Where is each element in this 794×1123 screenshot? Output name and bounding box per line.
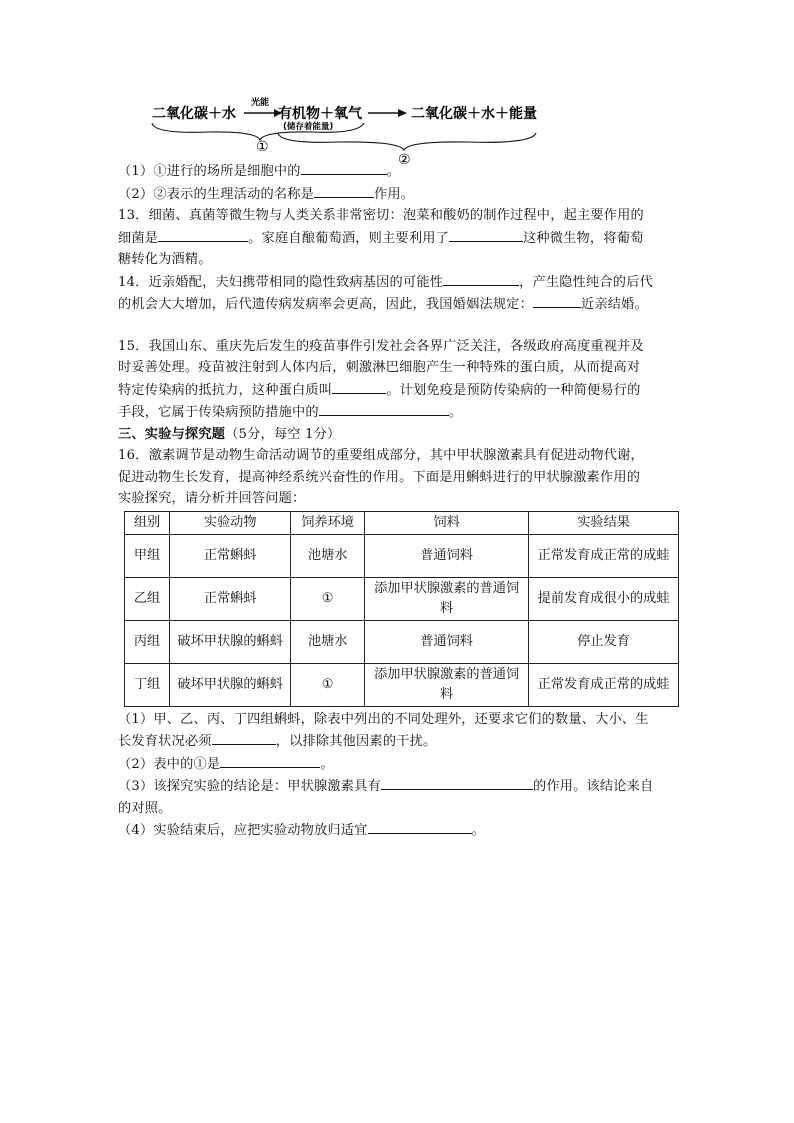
q16-line3: 实验探究，请分析并回答问题： — [118, 491, 306, 506]
q16-sub1-line1: （1）甲、乙、丙、丁四组蝌蚪，除表中列出的不同处理外，还要求它们的数量、大小、生 — [118, 711, 649, 727]
table-cell: 甲组 — [125, 534, 170, 577]
experiment-table — [124, 511, 679, 707]
diagram-left-text: 二氧化碳＋水 — [152, 106, 236, 122]
q16-sub1-b: 长发育状况必须 — [118, 734, 212, 749]
table-cell: 添加甲状腺激素的普通饲料 — [365, 663, 529, 706]
table-cell: 普通饲料 — [365, 620, 529, 663]
q13-blank-1[interactable] — [158, 227, 248, 242]
q16-sub2-b: 。 — [320, 756, 334, 772]
q15-line4 — [118, 401, 678, 424]
table-header-cell: 组别 — [125, 511, 170, 534]
table-cell: 破坏甲状腺的蝌蚪 — [170, 663, 291, 706]
table-header-cell: 实验动物 — [170, 511, 291, 534]
table-cell: 添加甲状腺激素的普通饲料 — [365, 577, 529, 620]
table-cell: 乙组 — [125, 577, 170, 620]
q15-line4-a: 手段，它属于传染病预防措施中的 — [118, 405, 319, 420]
q14-blank-2[interactable] — [533, 293, 581, 308]
section-3-heading — [118, 424, 678, 446]
table-cell: 池塘水 — [291, 620, 365, 663]
q15-line4-b: 。 — [448, 405, 463, 420]
q16-sub4-a: （4）实验结束后，应把实验动物放归适宜 — [118, 823, 368, 838]
q12-sub1-end: 。 — [386, 164, 401, 179]
q16-blank-3[interactable] — [381, 775, 533, 790]
table-header-cell: 饲养环境 — [291, 511, 365, 534]
photosynthesis-respiration-diagram — [118, 88, 678, 168]
q15-line3 — [118, 379, 678, 402]
q15-blank-1[interactable] — [332, 379, 386, 394]
q14-blank-1[interactable] — [443, 271, 519, 286]
table-cell: 破坏甲状腺的蝌蚪 — [170, 620, 291, 663]
diagram-svg — [118, 88, 678, 168]
q16-blank-4[interactable] — [368, 819, 472, 834]
q16-sub3-a: （3）该探究实验的结论是：甲状腺激素具有 — [118, 779, 381, 794]
table-cell: ① — [291, 577, 365, 620]
table-cell: 正常发育成正常的成蛙 — [529, 663, 679, 706]
q13-blank-2[interactable] — [449, 227, 523, 242]
q16-blank-1[interactable] — [212, 730, 276, 745]
table-cell: 正常蝌蚪 — [170, 577, 291, 620]
q14-line1-a: 14．近亲婚配，夫妇携带相同的隐性致病基因的可能性 — [118, 274, 444, 290]
table-cell: 池塘水 — [291, 534, 365, 577]
q16-sub3-line1 — [118, 775, 678, 798]
q12-sub1-text: （1）①进行的场所是细胞中的 — [118, 164, 301, 179]
q16-sub4-b: 。 — [471, 823, 485, 838]
table-cell: 停止发育 — [529, 620, 679, 663]
diagram-middle-note: (储存着能量) — [283, 122, 334, 132]
q12-blank-2[interactable] — [314, 183, 374, 198]
q16-sub2-a: （2）表中的①是 — [118, 756, 221, 772]
q14-line2-b: 近亲结婚。 — [581, 297, 648, 312]
diagram-mark-1: ① — [256, 139, 269, 155]
table-cell: 提前发育成很小的成蛙 — [529, 577, 679, 620]
q14-line1 — [118, 271, 678, 294]
q15-line1: 15．我国山东、重庆先后发生的疫苗事件引发社会各界广泛关注，各级政府高度重视并及 — [118, 338, 644, 354]
table-row — [125, 534, 679, 577]
table-row — [125, 577, 679, 620]
q16-blank-2[interactable] — [220, 753, 320, 768]
q16-line1: 16．激素调节是动物生命活动调节的重要组成部分，其中甲状腺激素具有促进动物代谢， — [118, 448, 644, 463]
diagram-arrow-label: 光能 — [251, 98, 270, 108]
table-row — [125, 620, 679, 663]
diagram-middle-text: 有机物＋氧气 — [278, 106, 362, 122]
q15-line3-b: 。计划免疫是预防传染病的一种简便易行的 — [386, 382, 641, 398]
exam-page — [118, 88, 678, 842]
q15-line3-a: 特定传染病的抵抗力，这种蛋白质叫 — [118, 382, 333, 398]
q13-line2-b: 。家庭自酿葡萄酒，则主要利用了 — [248, 230, 449, 246]
q16-sub3-line2: 的对照。 — [118, 800, 172, 816]
q13-line2-a: 细菌是 — [118, 230, 159, 246]
brace-2 — [278, 133, 536, 150]
section-3-note: （5分，每空 1分） — [225, 426, 341, 442]
q13-line1: 13．细菌、真菌等微生物与人类关系非常密切：泡菜和酸奶的制作过程中，起主要作用的 — [118, 208, 644, 223]
table-header-cell: 实验结果 — [529, 511, 679, 534]
q16-sub1-line2 — [118, 730, 678, 753]
diagram-mark-2: ② — [398, 152, 411, 168]
q15-blank-2[interactable] — [319, 401, 449, 416]
table-cell: 正常发育成正常的成蛙 — [529, 534, 679, 577]
q13-line3: 糖转化为酒精。 — [118, 252, 212, 267]
q14-line2-a: 的机会大大增加，后代遗传病发病率会更高，因此，我国婚姻法规定： — [118, 297, 534, 312]
section-3-title: 三、实验与探究题 — [118, 426, 226, 442]
q15-line2: 时妥善处理。疫苗被注射到人体内后，刺激淋巴细胞产生一种特殊的蛋白质，从而提高对 — [118, 360, 641, 375]
table-header-row — [125, 511, 679, 534]
q16-line2: 促进动物生长发育，提高神经系统兴奋性的作用。下面是用蝌蚪进行的甲状腺激素作用的 — [118, 469, 641, 485]
q12-blank-1[interactable] — [301, 160, 387, 175]
spacer — [118, 316, 678, 336]
q12-sub2-text: （2）②表示的生理活动的名称是 — [118, 186, 315, 202]
q13-line2 — [118, 227, 678, 250]
q12-sub2 — [118, 183, 678, 206]
table-cell: 丁组 — [125, 663, 170, 706]
q16-sub3-b: 的作用。该结论来自 — [532, 779, 654, 794]
diagram-arrow2-head — [398, 109, 407, 117]
q13-line2-c: 这种微生物，将葡萄 — [522, 230, 644, 246]
q16-sub2 — [118, 753, 678, 776]
q14-line1-b: ，产生隐性纯合的后代 — [519, 274, 653, 290]
table-cell: ① — [291, 663, 365, 706]
table-cell: 丙组 — [125, 620, 170, 663]
table-row — [125, 663, 679, 706]
diagram-right-text: 二氧化碳＋水＋能量 — [411, 106, 537, 122]
q12-sub2-end: 作用。 — [374, 186, 415, 202]
table-cell: 普通饲料 — [365, 534, 529, 577]
q16-sub1-c: ，以排除其他因素的干扰。 — [275, 734, 437, 749]
q16-sub4 — [118, 819, 678, 842]
q14-line2 — [118, 293, 678, 316]
table-header-cell: 饲料 — [365, 511, 529, 534]
table-cell: 正常蝌蚪 — [170, 534, 291, 577]
